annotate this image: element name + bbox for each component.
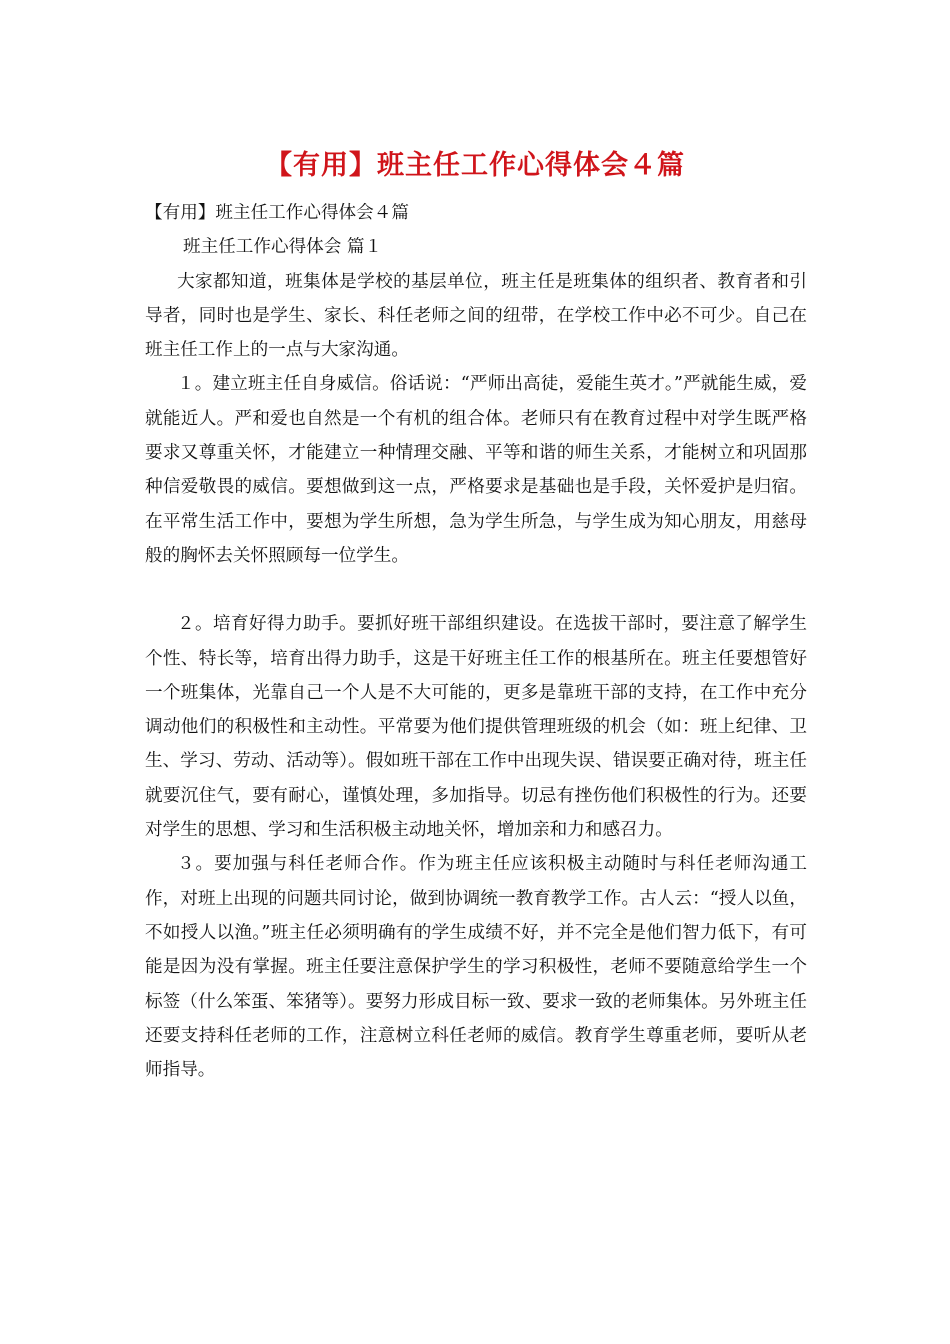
paragraph-point-3: ３。要加强与科任老师合作。作为班主任应该积极主动随时与科任老师沟通工作，对班上出现的问题共同讨论，做到协调统一教育教学工作。古人云：“授人以鱼，不如授人以渔。”班主任必须明确有的学生成绩不好，并不完全是他们智力低下，有可能是因为没有掌握。班主任要注意保护学生的学习积极性，老师不要随意给学生一个标签（什么笨蛋、笨猪等）。要努力形成目标一致、要求一致的老师集体。另外班主任还要支持科任老师的工作，注意树立科任老师的威信。教育学生尊重老师，要听从老师指导。 (145, 854, 807, 1081)
document-subtitle: 【有用】班主任工作心得体会４篇 (145, 203, 409, 223)
paragraph-intro: 大家都知道，班集体是学校的基层单位，班主任是班集体的组织者、教育者和引导者，同时也是学生、家长、科任老师之间的纽带，在学校工作中必不可少。自己在班主任工作上的一点与大家沟通。 (145, 271, 807, 361)
paragraph-point-2: ２。培育好得力助手。要抓好班干部组织建设。在选拔干部时，要注意了解学生个性、特长等，培育出得力助手，这是干好班主任工作的根基所在。班主任要想管好一个班集体，光靠自己一个人是不大可能的，更多是靠班干部的支持，在工作中充分调动他们的积极性和主动性。平常要为他们提供管理班级的机会（如：班上纪律、卫生、学习、劳动、活动等）。假如班干部在工作中出现失误、错误要正确对待，班主任就要沉住气，要有耐心，谨慎处理，多加指导。切忌有挫伤他们积极性的行为。还要对学生的思想、学习和生活积极主动地关怀，增加亲和力和感召力。 (145, 614, 807, 841)
document-body (145, 196, 807, 1087)
document-title: 【有用】班主任工作心得体会４篇 (265, 150, 685, 181)
paragraph-point-1: １。建立班主任自身威信。俗话说：“严师出高徒，爱能生英才。”严就能生威，爱就能近人。严和爱也自然是一个有机的组合体。老师只有在教育过程中对学生既严格要求又尊重关怀，才能建立一种情理交融、平等和谐的师生关系，才能树立和巩固那种信爱敬畏的威信。要想做到这一点，严格要求是基础也是手段，关怀爱护是归宿。在平常生活工作中，要想为学生所想，急为学生所急，与学生成为知心朋友，用慈母般的胸怀去关怀照顾每一位学生。 (145, 374, 807, 566)
section-heading: 班主任工作心得体会 篇１ (183, 237, 383, 258)
